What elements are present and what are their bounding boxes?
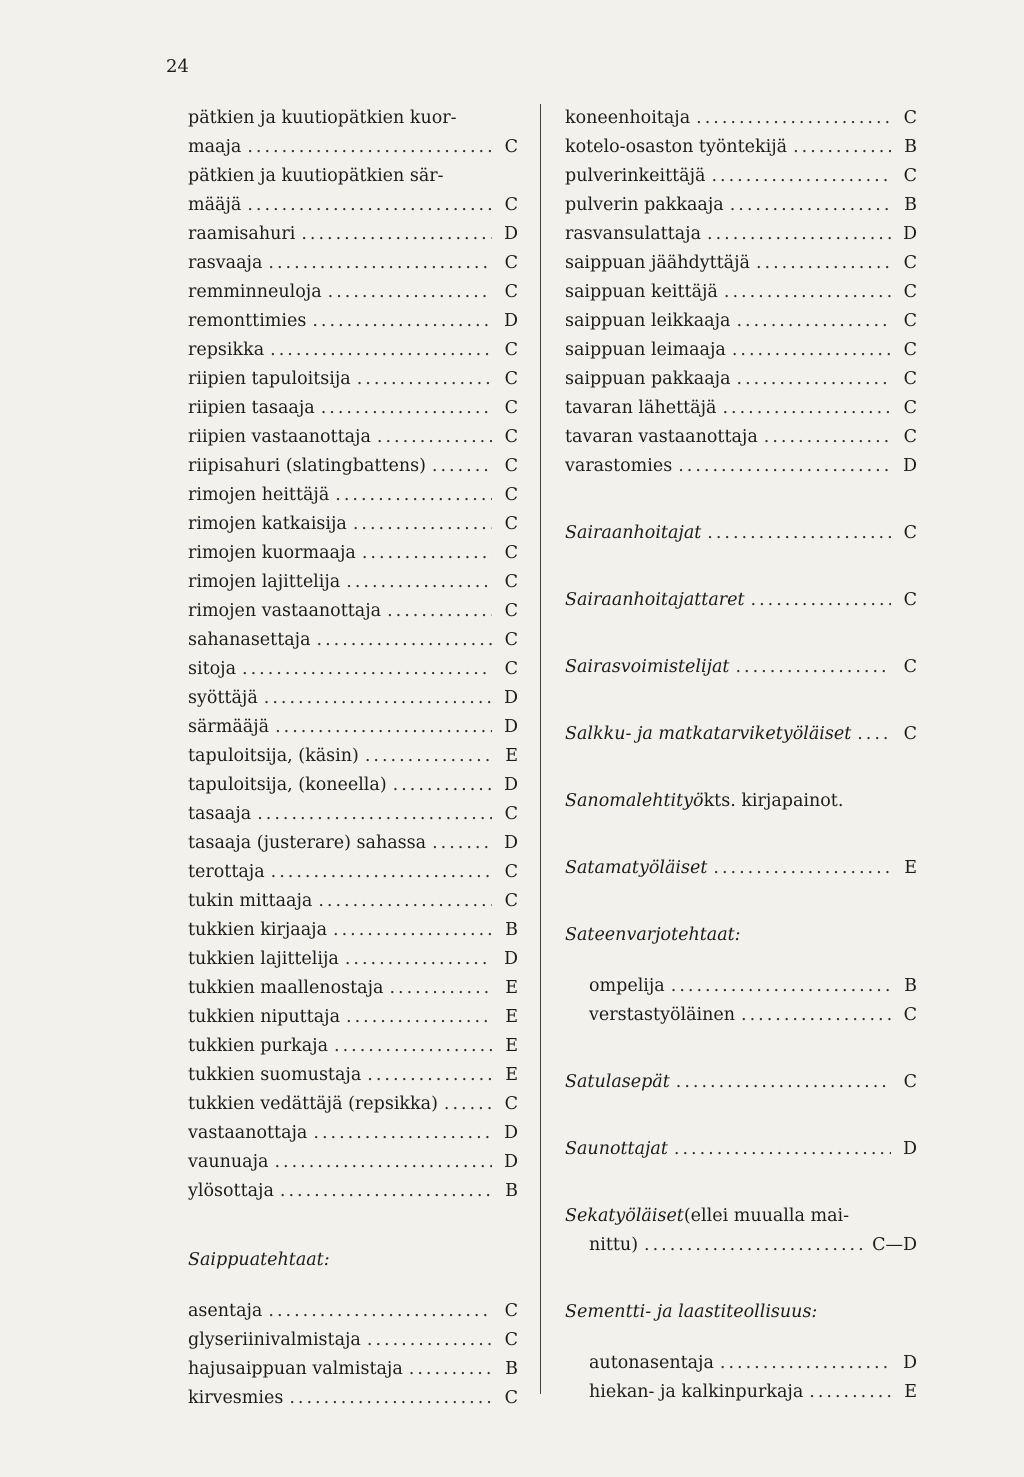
- list-item: [565, 394, 917, 423]
- dot-leader: [362, 539, 492, 568]
- dot-leader: [432, 829, 492, 858]
- dot-leader: [313, 1119, 492, 1148]
- dot-leader: [335, 481, 492, 510]
- entry-grade: E: [505, 746, 518, 766]
- list-item: [188, 771, 518, 800]
- dot-leader: [321, 394, 492, 423]
- entry-name: tavaran vastaanottaja: [565, 427, 758, 447]
- entry-grade: E: [904, 858, 917, 878]
- spacer: [565, 1327, 917, 1349]
- entry-grade: C: [903, 590, 917, 610]
- dot-leader: [671, 972, 891, 1001]
- entry-grade: C: [504, 543, 518, 563]
- spacer: [565, 883, 917, 921]
- entry-name: verstastyöläinen: [589, 1005, 736, 1025]
- entry-grade: C: [504, 282, 518, 302]
- spacer: [565, 950, 917, 972]
- dot-leader: [271, 858, 492, 887]
- entry-name: glyseriinivalmistaja: [188, 1330, 361, 1350]
- entry-name: asentaja: [188, 1301, 263, 1321]
- dot-leader: [737, 365, 891, 394]
- entry-name: pulverinkeittäjä: [565, 166, 706, 186]
- list-item: [565, 365, 917, 394]
- list-item: [565, 336, 917, 365]
- list-item: [188, 307, 518, 336]
- entry-grade: C: [504, 630, 518, 650]
- entry-grade: C: [504, 1388, 518, 1408]
- dot-leader: [257, 800, 492, 829]
- dot-leader: [644, 1231, 866, 1260]
- entry-name: vastaanottaja: [188, 1123, 308, 1143]
- dot-leader: [247, 191, 492, 220]
- dot-leader: [275, 713, 492, 742]
- list-item: [565, 1135, 917, 1164]
- list-item: [565, 1378, 917, 1407]
- entry-grade: E: [904, 1382, 917, 1402]
- entry-name: sahanasettaja: [188, 630, 311, 650]
- entry-grade: C: [903, 311, 917, 331]
- entry-grade: D: [503, 717, 518, 737]
- dot-leader: [707, 220, 891, 249]
- list-item: [188, 1355, 518, 1384]
- dot-leader: [444, 1090, 492, 1119]
- entry-name: autonasentaja: [589, 1353, 714, 1373]
- list-item: [565, 854, 917, 883]
- entry-grade: D: [503, 311, 518, 331]
- dot-leader: [280, 1177, 492, 1206]
- entry-name: saippuan leimaaja: [565, 340, 726, 360]
- entry-grade: C: [504, 195, 518, 215]
- dot-leader: [270, 336, 492, 365]
- dot-leader: [268, 1297, 492, 1326]
- entry-grade: C: [504, 340, 518, 360]
- list-item: [188, 974, 518, 1003]
- entry-name: Sairasvoimistelijat: [565, 657, 730, 677]
- list-item: [188, 220, 518, 249]
- entry-grade: E: [505, 978, 518, 998]
- entry-grade: E: [505, 1065, 518, 1085]
- entry-grade: C: [903, 1005, 917, 1025]
- list-item: [188, 945, 518, 974]
- entry-name: riipisahuri (slatingbattens): [188, 456, 426, 476]
- list-item: [188, 278, 518, 307]
- list-item: [188, 133, 518, 162]
- entry-grade: D: [902, 456, 917, 476]
- entry-name: määjä: [188, 195, 242, 215]
- entry-name: rasvaaja: [188, 253, 263, 273]
- entry-name: syöttäjä: [188, 688, 258, 708]
- list-item: [565, 1001, 917, 1030]
- entry-name: riipien tapuloitsija: [188, 369, 351, 389]
- entry-line-start: [565, 1202, 917, 1231]
- dot-leader: [353, 510, 492, 539]
- entry-grade: C: [903, 523, 917, 543]
- dot-leader: [722, 394, 891, 423]
- entry-grade: D: [503, 949, 518, 969]
- list-item: [188, 626, 518, 655]
- entry-name: Sairaanhoitajat: [565, 523, 702, 543]
- spacer: [565, 1260, 917, 1298]
- dot-leader: [365, 742, 492, 771]
- entry-note: (ellei muualla mai-: [683, 1206, 850, 1226]
- list-item: [188, 1090, 518, 1119]
- entry-name: saippuan jäähdyttäjä: [565, 253, 750, 273]
- entry-name: tukkien maallenostaja: [188, 978, 384, 998]
- list-item: [188, 481, 518, 510]
- entry-grade: C: [903, 427, 917, 447]
- list-item: [565, 133, 917, 162]
- entry-name: ylösottaja: [188, 1181, 274, 1201]
- list-item: [188, 249, 518, 278]
- dot-leader: [317, 626, 492, 655]
- entry-grade: D: [503, 833, 518, 853]
- list-item: [565, 220, 917, 249]
- entry-grade: C: [504, 514, 518, 534]
- list-item: [188, 684, 518, 713]
- entry-line-start: pätkien ja kuutiopätkien kuor-: [188, 108, 457, 128]
- entry-grade: C: [504, 1330, 518, 1350]
- list-item: [188, 1297, 518, 1326]
- entry-name: Sanomalehtityö: [565, 791, 704, 811]
- entry-name: sitoja: [188, 659, 237, 679]
- list-item: [188, 597, 518, 626]
- list-item: [188, 1061, 518, 1090]
- entry-grade: B: [904, 137, 917, 157]
- dot-leader: [346, 568, 492, 597]
- entry-name: tapuloitsija, (koneella): [188, 775, 387, 795]
- entry-grade: D: [902, 224, 917, 244]
- entry-grade: B: [904, 195, 917, 215]
- dot-leader: [301, 220, 492, 249]
- entry-name: kotelo-osaston työntekijä: [565, 137, 788, 157]
- spacer: [565, 816, 917, 854]
- dot-leader: [707, 519, 891, 548]
- list-item: [188, 1326, 518, 1355]
- entry-name: rimojen kuormaaja: [188, 543, 356, 563]
- dot-leader: [367, 1061, 492, 1090]
- dot-leader: [264, 684, 492, 713]
- entry-name: rimojen heittäjä: [188, 485, 330, 505]
- list-item: [188, 539, 518, 568]
- entry-grade: D: [503, 1123, 518, 1143]
- entry-name: Satulasepät: [565, 1072, 670, 1092]
- entry-grade: C: [903, 724, 917, 744]
- list-item: [188, 800, 518, 829]
- dot-leader: [732, 336, 891, 365]
- dot-leader: [387, 597, 492, 626]
- dot-leader: [751, 586, 891, 615]
- list-item: [565, 1068, 917, 1097]
- entry-name: terottaja: [188, 862, 265, 882]
- entry-grade: B: [505, 1359, 518, 1379]
- list-item: [188, 829, 518, 858]
- dot-leader: [857, 720, 891, 749]
- entry-grade: C: [504, 485, 518, 505]
- entry-grade: D: [902, 1353, 917, 1373]
- dot-leader: [756, 249, 891, 278]
- dot-leader: [393, 771, 492, 800]
- dot-leader: [328, 278, 492, 307]
- entry-name: Sekatyöläiset: [565, 1206, 684, 1226]
- column-divider: [540, 104, 541, 1394]
- entry-name: raamisahuri: [188, 224, 296, 244]
- entry-name: saippuan leikkaaja: [565, 311, 731, 331]
- list-item: [188, 423, 518, 452]
- entry-grade: C: [903, 398, 917, 418]
- list-item: [188, 568, 518, 597]
- section-heading: Sementti- ja laastiteollisuus:: [565, 1302, 818, 1322]
- list-item: [565, 191, 917, 220]
- entry-grade: C: [903, 166, 917, 186]
- entry-name: pulverin pakkaaja: [565, 195, 724, 215]
- list-item: [565, 787, 917, 816]
- entry-grade: C: [903, 108, 917, 128]
- entry-name: tukkien suomustaja: [188, 1065, 362, 1085]
- dot-leader: [409, 1355, 492, 1384]
- entry-name: riipien tasaaja: [188, 398, 315, 418]
- entry-grade: D: [503, 688, 518, 708]
- dot-leader: [696, 104, 891, 133]
- entry-name: rasvansulattaja: [565, 224, 702, 244]
- entry-grade: C: [903, 369, 917, 389]
- entry-grade: B: [505, 1181, 518, 1201]
- list-item: [565, 1231, 917, 1260]
- dot-leader: [793, 133, 891, 162]
- spacer: [565, 481, 917, 519]
- list-item: [565, 972, 917, 1001]
- entry-grade: C: [504, 1301, 518, 1321]
- entry-grade: C: [504, 804, 518, 824]
- entry-name: vaunuaja: [188, 1152, 269, 1172]
- dot-leader: [676, 1068, 891, 1097]
- list-item: [188, 916, 518, 945]
- entry-name: kirvesmies: [188, 1388, 284, 1408]
- dot-leader: [333, 916, 492, 945]
- entry-grade: C: [504, 253, 518, 273]
- list-item: [188, 1003, 518, 1032]
- list-item: [565, 586, 917, 615]
- list-item: [565, 653, 917, 682]
- entry-grade: C: [504, 369, 518, 389]
- dot-leader: [389, 974, 492, 1003]
- section-heading: Sateenvarjotehtaat:: [565, 925, 741, 945]
- entry-name: repsikka: [188, 340, 265, 360]
- list-item: [565, 519, 917, 548]
- entry-name: hiekan- ja kalkinpurkaja: [589, 1382, 804, 1402]
- section-heading: Saippuatehtaat:: [188, 1250, 330, 1270]
- dot-leader: [678, 452, 891, 481]
- dot-leader: [377, 423, 492, 452]
- entry-grade: D: [503, 1152, 518, 1172]
- entry-name: Salkku- ja matkatarviketyöläiset: [565, 724, 852, 744]
- spacer: [565, 1164, 917, 1202]
- list-item: [188, 510, 518, 539]
- entry-name: tapuloitsija, (käsin): [188, 746, 359, 766]
- entry-name: tukkien lajittelija: [188, 949, 339, 969]
- entry-name: tukkien vedättäjä (repsikka): [188, 1094, 438, 1114]
- dot-leader: [289, 1384, 492, 1413]
- entry-grade: B: [505, 920, 518, 940]
- spacer: [188, 1206, 518, 1246]
- dot-leader: [247, 133, 492, 162]
- entry-grade: C: [504, 398, 518, 418]
- list-item: [188, 713, 518, 742]
- list-item: [188, 1119, 518, 1148]
- dot-leader: [736, 307, 891, 336]
- entry-name: koneenhoitaja: [565, 108, 691, 128]
- entry-name: saippuan pakkaaja: [565, 369, 731, 389]
- dot-leader: [730, 191, 891, 220]
- entry-name: remonttimies: [188, 311, 307, 331]
- entry-name: särmääjä: [188, 717, 270, 737]
- list-item: [188, 655, 518, 684]
- dot-leader: [713, 854, 891, 883]
- entry-name: tukkien kirjaaja: [188, 920, 328, 940]
- dot-leader: [674, 1135, 891, 1164]
- entry-grade: C: [504, 659, 518, 679]
- list-item: [188, 742, 518, 771]
- list-item: [188, 452, 518, 481]
- entry-name: tukkien niputtaja: [188, 1007, 340, 1027]
- entry-grade: D: [503, 224, 518, 244]
- dot-leader: [711, 162, 891, 191]
- left-column: [188, 104, 518, 1413]
- dot-leader: [724, 278, 891, 307]
- list-item: [188, 1032, 518, 1061]
- dot-leader: [432, 452, 492, 481]
- dot-leader: [274, 1148, 492, 1177]
- entry-grade: C: [903, 282, 917, 302]
- spacer: [565, 548, 917, 586]
- entry-grade: C: [504, 1094, 518, 1114]
- list-item: [565, 423, 917, 452]
- dot-leader: [334, 1032, 492, 1061]
- list-item: [188, 1148, 518, 1177]
- dot-leader: [242, 655, 492, 684]
- entry-name: hajusaippuan valmistaja: [188, 1359, 403, 1379]
- list-item: [188, 365, 518, 394]
- dot-leader: [764, 423, 891, 452]
- list-item: [188, 336, 518, 365]
- entry-name: rimojen katkaisija: [188, 514, 347, 534]
- entry-name: rimojen lajittelija: [188, 572, 341, 592]
- dot-leader: [312, 307, 492, 336]
- entry-grade: C: [504, 572, 518, 592]
- dot-leader: [741, 1001, 891, 1030]
- list-item: [565, 104, 917, 133]
- list-item: [188, 887, 518, 916]
- entry-note: kts. kirjapainot.: [703, 791, 844, 811]
- entry-grade: C: [504, 427, 518, 447]
- right-column: [565, 104, 917, 1407]
- entry-grade: C—D: [872, 1235, 917, 1255]
- entry-name: Sairaanhoitajattaret: [565, 590, 745, 610]
- list-item: [565, 1349, 917, 1378]
- spacer: [565, 1030, 917, 1068]
- dot-leader: [346, 1003, 492, 1032]
- entry-name: saippuan keittäjä: [565, 282, 718, 302]
- entry-name: ompelija: [589, 976, 665, 996]
- entry-name: tukin mittaaja: [188, 891, 313, 911]
- entry-grade: E: [505, 1036, 518, 1056]
- spacer: [188, 1275, 518, 1297]
- list-item: [565, 452, 917, 481]
- list-item: [188, 1384, 518, 1413]
- list-item: [565, 162, 917, 191]
- spacer: [565, 749, 917, 787]
- list-item: [188, 394, 518, 423]
- spacer: [565, 615, 917, 653]
- dot-leader: [720, 1349, 891, 1378]
- entry-name: tasaaja: [188, 804, 252, 824]
- entry-name: tasaaja (justerare) sahassa: [188, 833, 427, 853]
- dot-leader: [345, 945, 492, 974]
- entry-grade: D: [902, 1139, 917, 1159]
- entry-name: Satamatyöläiset: [565, 858, 708, 878]
- page-number: 24: [166, 56, 189, 77]
- dot-leader: [367, 1326, 492, 1355]
- entry-grade: E: [505, 1007, 518, 1027]
- entry-grade: C: [903, 253, 917, 273]
- dot-leader: [357, 365, 492, 394]
- dot-leader: [735, 653, 891, 682]
- list-item: [188, 191, 518, 220]
- entry-grade: C: [504, 891, 518, 911]
- list-item: [565, 307, 917, 336]
- entry-grade: C: [504, 137, 518, 157]
- entry-name: Saunottajat: [565, 1139, 668, 1159]
- entry-name: remminneuloja: [188, 282, 322, 302]
- entry-name: maaja: [188, 137, 242, 157]
- entry-grade: C: [504, 456, 518, 476]
- dot-leader: [268, 249, 492, 278]
- entry-name: nittu): [589, 1235, 639, 1255]
- entry-name: tavaran lähettäjä: [565, 398, 717, 418]
- entry-grade: C: [903, 657, 917, 677]
- spacer: [565, 682, 917, 720]
- entry-grade: C: [903, 340, 917, 360]
- dot-leader: [318, 887, 492, 916]
- entry-grade: C: [504, 862, 518, 882]
- list-item: [565, 249, 917, 278]
- dot-leader: [809, 1378, 891, 1407]
- entry-grade: B: [904, 976, 917, 996]
- entry-name: riipien vastaanottaja: [188, 427, 371, 447]
- entry-grade: C: [903, 1072, 917, 1092]
- spacer: [565, 1097, 917, 1135]
- entry-name: rimojen vastaanottaja: [188, 601, 382, 621]
- entry-line-start: pätkien ja kuutiopätkien sär-: [188, 166, 444, 186]
- entry-grade: D: [503, 775, 518, 795]
- list-item: [188, 1177, 518, 1206]
- entry-name: varastomies: [565, 456, 673, 476]
- list-item: [188, 858, 518, 887]
- entry-grade: C: [504, 601, 518, 621]
- list-item: [565, 278, 917, 307]
- entry-name: tukkien purkaja: [188, 1036, 329, 1056]
- list-item: [565, 720, 917, 749]
